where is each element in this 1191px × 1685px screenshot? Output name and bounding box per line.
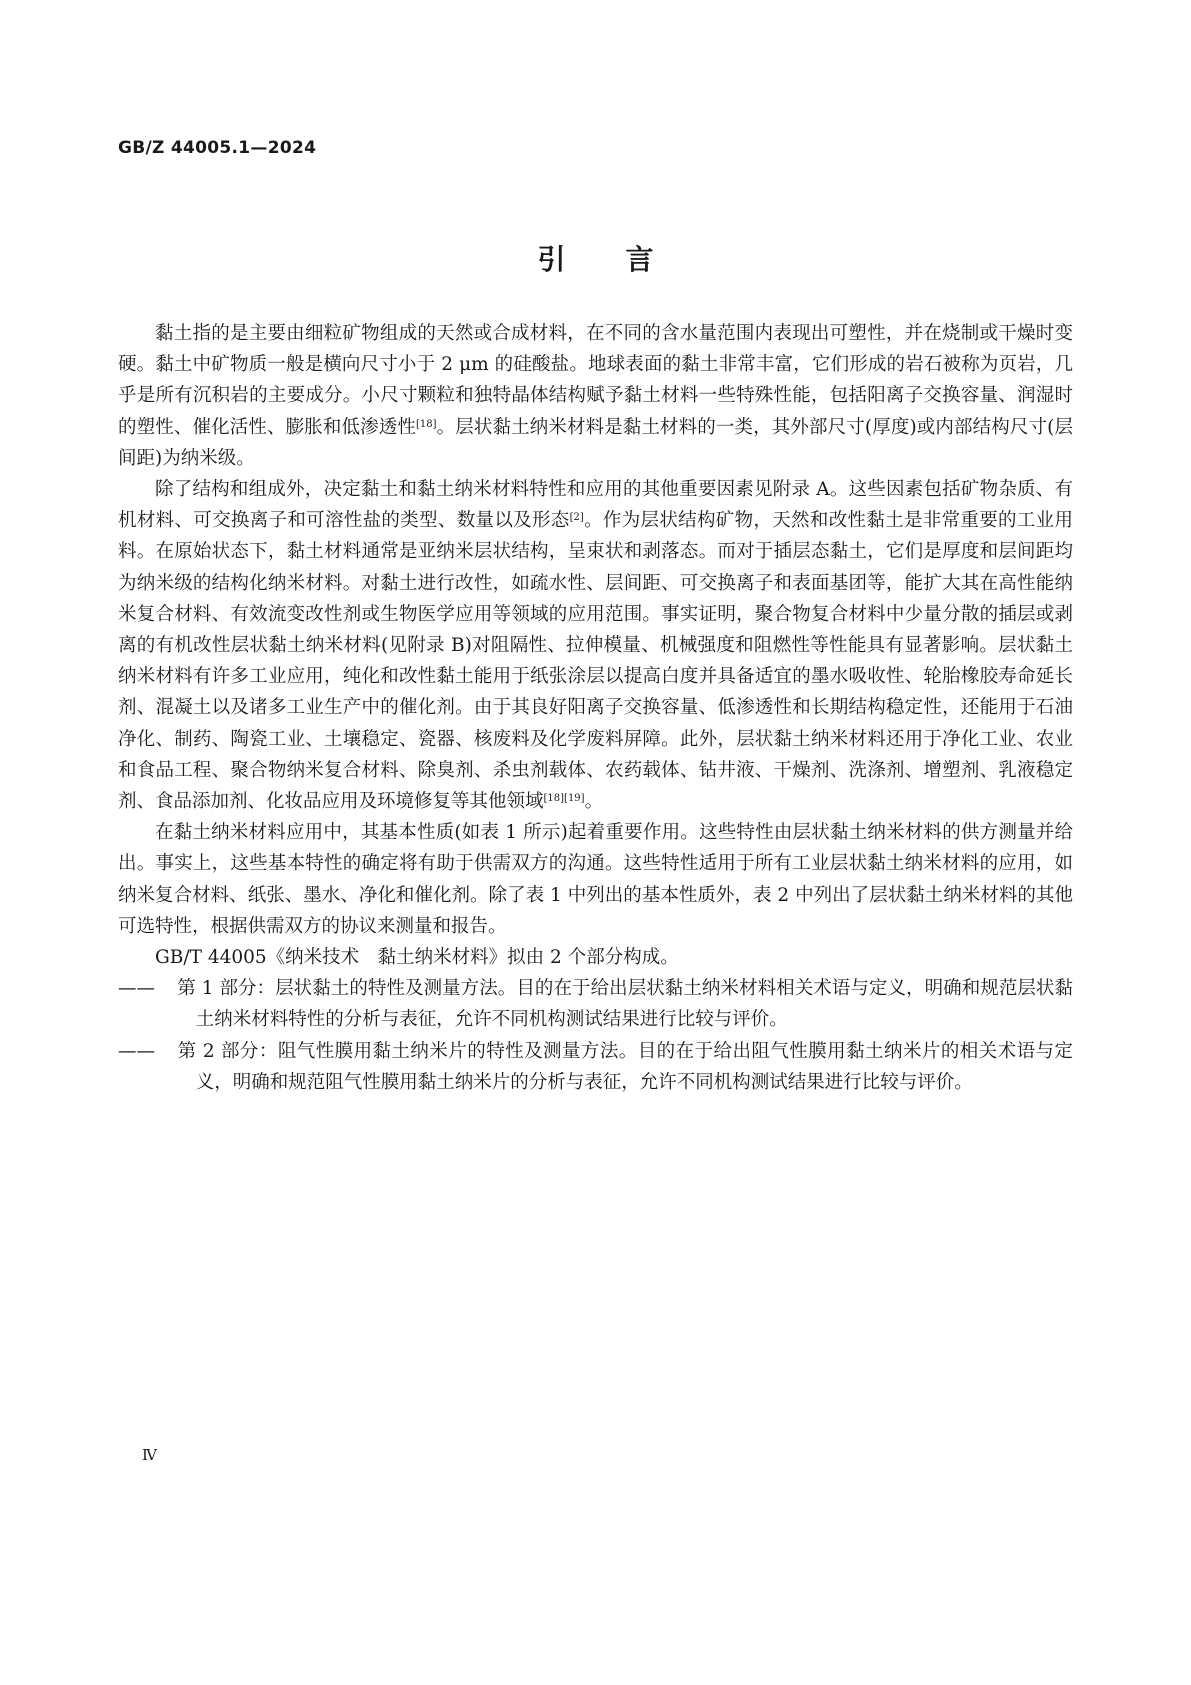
paragraph-1-tail: 。层状黏土纳米材料是黏土材料的一类，其外部尺寸(厚度)或内部结构尺寸(层间距)为纳米级。: [118, 416, 1073, 469]
paragraph-1: [118, 318, 1073, 474]
page-title: 引言: [537, 243, 714, 276]
paragraph-2-text-b: 。作为层状结构矿物，天然和改性黏土是非常重要的工业用料。在原始状态下，黏土材料通常是亚纳米层状结构，呈束状和剥落态。而对于插层态黏土，它们是厚度和层间距均为纳米级的结构化纳米材料。对黏土进行改性，如疏水性、层间距、可交换离子和表面基团等，能扩大其在高性能纳米复合材料、有效流变改性剂或生物医学应用等领域的应用范围。事实证明，聚合物复合材料中少量分散的插层或剥离的有机改性层状黏土纳米材料(见附录 B)对阻隔性、拉伸模量、机械强度和阻燃性等性能具有显著影响。层状黏土纳米材料有许多工业应用，纯化和改性黏土能用于纸张涂层以提高白度并具备适宜的墨水吸收性、轮胎橡胶寿命延长剂、混凝土以及诸多工业生产中的催化剂。由于其良好阳离子交换容量、低渗透性和长期结构稳定性，还能用于石油净化、制药、陶瓷工业、土壤稳定、瓷器、核废料及化学废料屏障。此外，层状黏土纳米材料还用于净化工业、农业和食品工程、聚合物纳米复合材料、除臭剂、杀虫剂载体、农药载体、钻井液、干燥剂、洗涤剂、增塑剂、乳液稳定剂、食品添加剂、化妆品应用及环境修复等其他领域: [118, 510, 1073, 813]
paragraph-2: [118, 474, 1073, 817]
list-item-text: 第 2 部分：阻气性膜用黏土纳米片的特性及测量方法。目的在于给出阻气性膜用黏土纳米片的相关术语与定义，明确和规范阻气性膜用黏土纳米片的分析与表征，允许不同机构测试结果进行比较与评价。: [177, 1040, 1073, 1093]
citation-ref: [18]: [415, 418, 437, 430]
citation-ref: [18][19]: [543, 793, 585, 805]
paragraph-1-text: 黏土指的是主要由细粒矿物组成的天然或合成材料，在不同的含水量范围内表现出可塑性，并在烧制或干燥时变硬。黏土中矿物质一般是横向尺寸小于 2 μm 的硅酸盐。地球表面的黏土非常丰富，它们形成的岩石被称为页岩，几乎是所有沉积岩的主要成分。小尺寸颗粒和独特晶体结构赋予黏土材料一些特殊性能，包括阳离子交换容量、润湿时的塑性、催化活性、膨胀和低渗透性: [118, 323, 1073, 438]
page-number: Ⅳ: [142, 1446, 157, 1464]
paragraph-3: 在黏土纳米材料应用中，其基本性质(如表 1 所示)起着重要作用。这些特性由层状黏土纳米材料的供方测量并给出。事实上，这些基本特性的确定将有助于供需双方的沟通。这些特性适用于所有工业层状黏土纳米材料的应用，如纳米复合材料、纸张、墨水、净化和催化剂。除了表 1 中列出的基本性质外，表 2 中列出了层状黏土纳米材料的其他可选特性，根据供需双方的协议来测量和报告。: [118, 822, 1073, 937]
paragraph-2-tail: 。: [584, 791, 604, 813]
list-dash: ——: [118, 1040, 155, 1062]
list-item-text: 第 1 部分：层状黏土的特性及测量方法。目的在于给出层状黏土纳米材料相关术语与定义，明确和规范层状黏土纳米材料特性的分析与表征，允许不同机构测试结果进行比较与评价。: [177, 978, 1073, 1031]
document-code: GB/Z 44005.1—2024: [118, 138, 317, 158]
citation-ref: [2]: [569, 512, 584, 524]
body-text: [118, 318, 1073, 1098]
paragraph-4: GB/T 44005《纳米技术 黏土纳米材料》拟由 2 个部分构成。: [155, 947, 679, 969]
list-item: [118, 973, 1073, 1035]
list-item: [118, 1036, 1073, 1098]
list-dash: ——: [118, 978, 155, 1000]
paragraph-2-text-a: 除了结构和组成外，决定黏土和黏土纳米材料特性和应用的其他重要因素见附录 A。这些因素包括矿物杂质、有机材料、可交换离子和可溶性盐的类型、数量以及形态: [118, 479, 1073, 532]
